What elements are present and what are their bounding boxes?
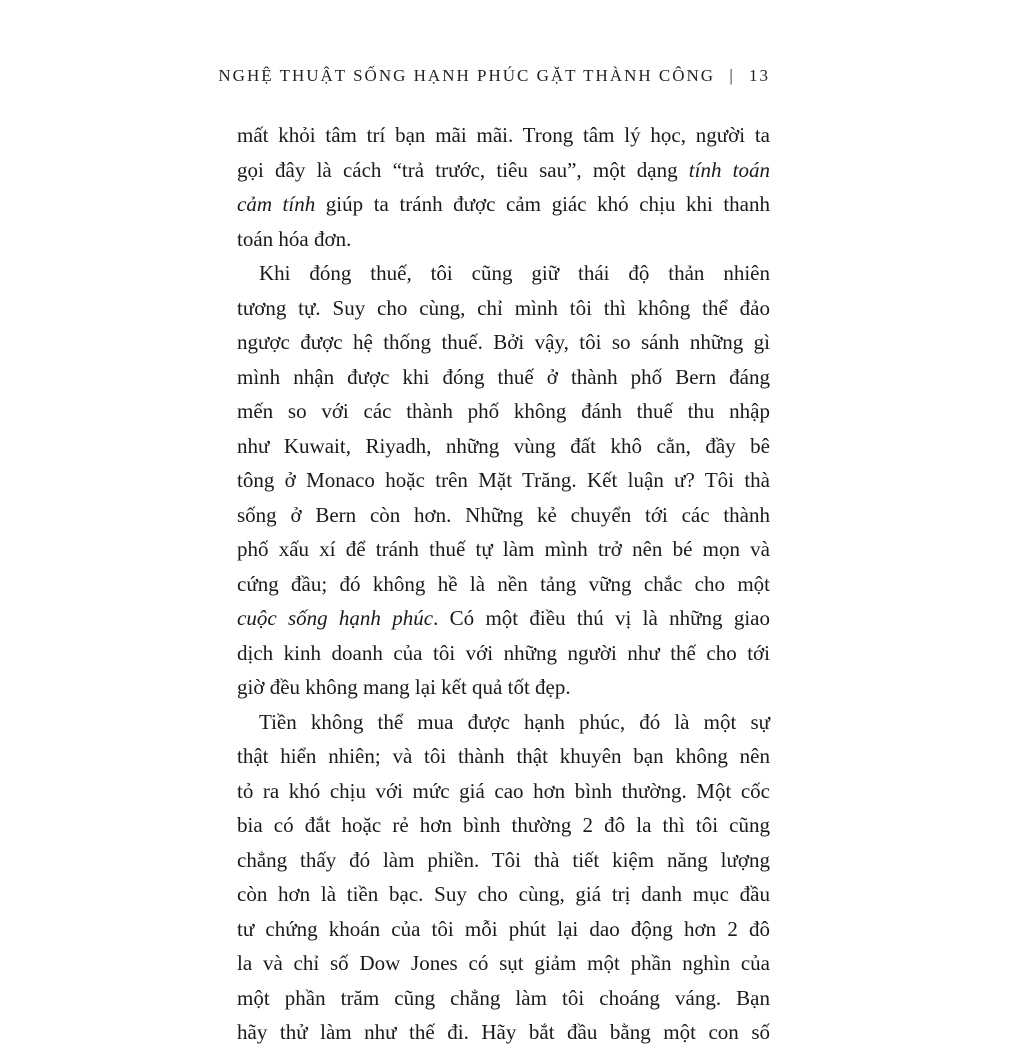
text-segment: tương tự. Suy cho cùng, chỉ mình tôi thì không thể đảo [237,295,770,320]
text-segment: phố xấu xí để tránh thuế tự làm mình trở nên bé mọn và [237,537,770,561]
text-segment: dịch kinh doanh của tôi với những người như thế cho tới [237,640,770,665]
text-line [237,118,770,153]
text-segment: la và chỉ số Dow Jones có sụt giảm một phần nghìn của [237,951,770,975]
text-line [237,360,770,395]
italic-phrase: cảm tính [237,192,316,216]
text-segment: hãy thử làm như thế đi. Hãy bắt đầu bằng một con số [237,1020,770,1044]
text-line [237,153,770,188]
text-segment: tư chứng khoán của tôi mỗi phút lại dao động hơn 2 đô [237,916,770,941]
text-line [237,808,770,843]
running-head-separator: | [729,66,735,85]
text-line [237,429,770,464]
italic-phrase: cuộc sống hạnh phúc [237,606,434,630]
text-segment: ngược được hệ thống thuế. Bởi vậy, tôi so sánh những gì [237,330,770,354]
text-segment: còn hơn là tiền bạc. Suy cho cùng, giá trị danh mục đầu [237,882,770,906]
text-segment: thật hiển nhiên; và tôi thành thật khuyên bạn không nên [237,744,770,768]
text-line [237,567,770,602]
text-line [237,222,770,257]
text-segment: gọi đây là cách “trả trước, tiêu sau”, một dạng [237,157,689,182]
text-segment: mất khỏi tâm trí bạn mãi mãi. Trong tâm lý học, người ta [237,123,770,147]
text-line [237,946,770,981]
text-line [237,256,770,291]
text-segment: Tiền không thể mua được hạnh phúc, đó là một sự [259,709,770,734]
text-line [237,463,770,498]
text-segment: Khi đóng thuế, tôi cũng giữ thái độ thản nhiên [259,261,770,285]
text-segment: toán hóa đơn. [237,226,352,251]
text-segment: giờ đều không mang lại kết quả tốt đẹp. [237,675,571,699]
text-line [237,532,770,567]
body-text [237,118,770,1050]
text-line [237,291,770,326]
running-head-title: NGHỆ THUẬT SỐNG HẠNH PHÚC GẶT THÀNH CÔNG [218,66,716,85]
text-line [237,739,770,774]
text-segment: tông ở Monaco hoặc trên Mặt Trăng. Kết luận ư? Tôi thà [237,468,770,492]
page-number: 13 [749,66,770,85]
text-line [237,705,770,740]
text-segment: cứng đầu; đó không hề là nền tảng vững chắc cho một [237,571,770,596]
text-line [237,325,770,360]
text-line [237,912,770,947]
text-line [237,877,770,912]
text-segment: tỏ ra khó chịu với mức giá cao hơn bình thường. Một cốc [237,778,770,803]
text-line [237,1015,770,1050]
text-line [237,636,770,671]
text-line [237,601,770,636]
text-segment: giúp ta tránh được cảm giác khó chịu khi thanh [315,192,771,216]
text-segment: mến so với các thành phố không đánh thuế thu nhập [237,399,770,423]
text-segment: như Kuwait, Riyadh, những vùng đất khô cằn, đầy bê [237,433,770,458]
text-segment: sống ở Bern còn hơn. Những kẻ chuyển tới các thành [237,502,770,527]
text-segment: mình nhận được khi đóng thuế ở thành phố Bern đáng [237,364,770,389]
text-segment: . Có một điều thú vị là những giao [433,606,770,630]
text-segment: chẳng thấy đó làm phiền. Tôi thà tiết kiệm năng lượng [237,847,770,872]
text-line [237,498,770,533]
text-line [237,670,770,705]
text-line [237,981,770,1016]
running-head [0,66,770,86]
text-segment: một phần trăm cũng chẳng làm tôi choáng váng. Bạn [237,985,770,1010]
text-line [237,394,770,429]
text-line [237,843,770,878]
text-line [237,187,770,222]
text-line [237,774,770,809]
italic-phrase: tính toán [688,157,770,182]
text-segment: bia có đắt hoặc rẻ hơn bình thường 2 đô la thì tôi cũng [237,813,770,837]
